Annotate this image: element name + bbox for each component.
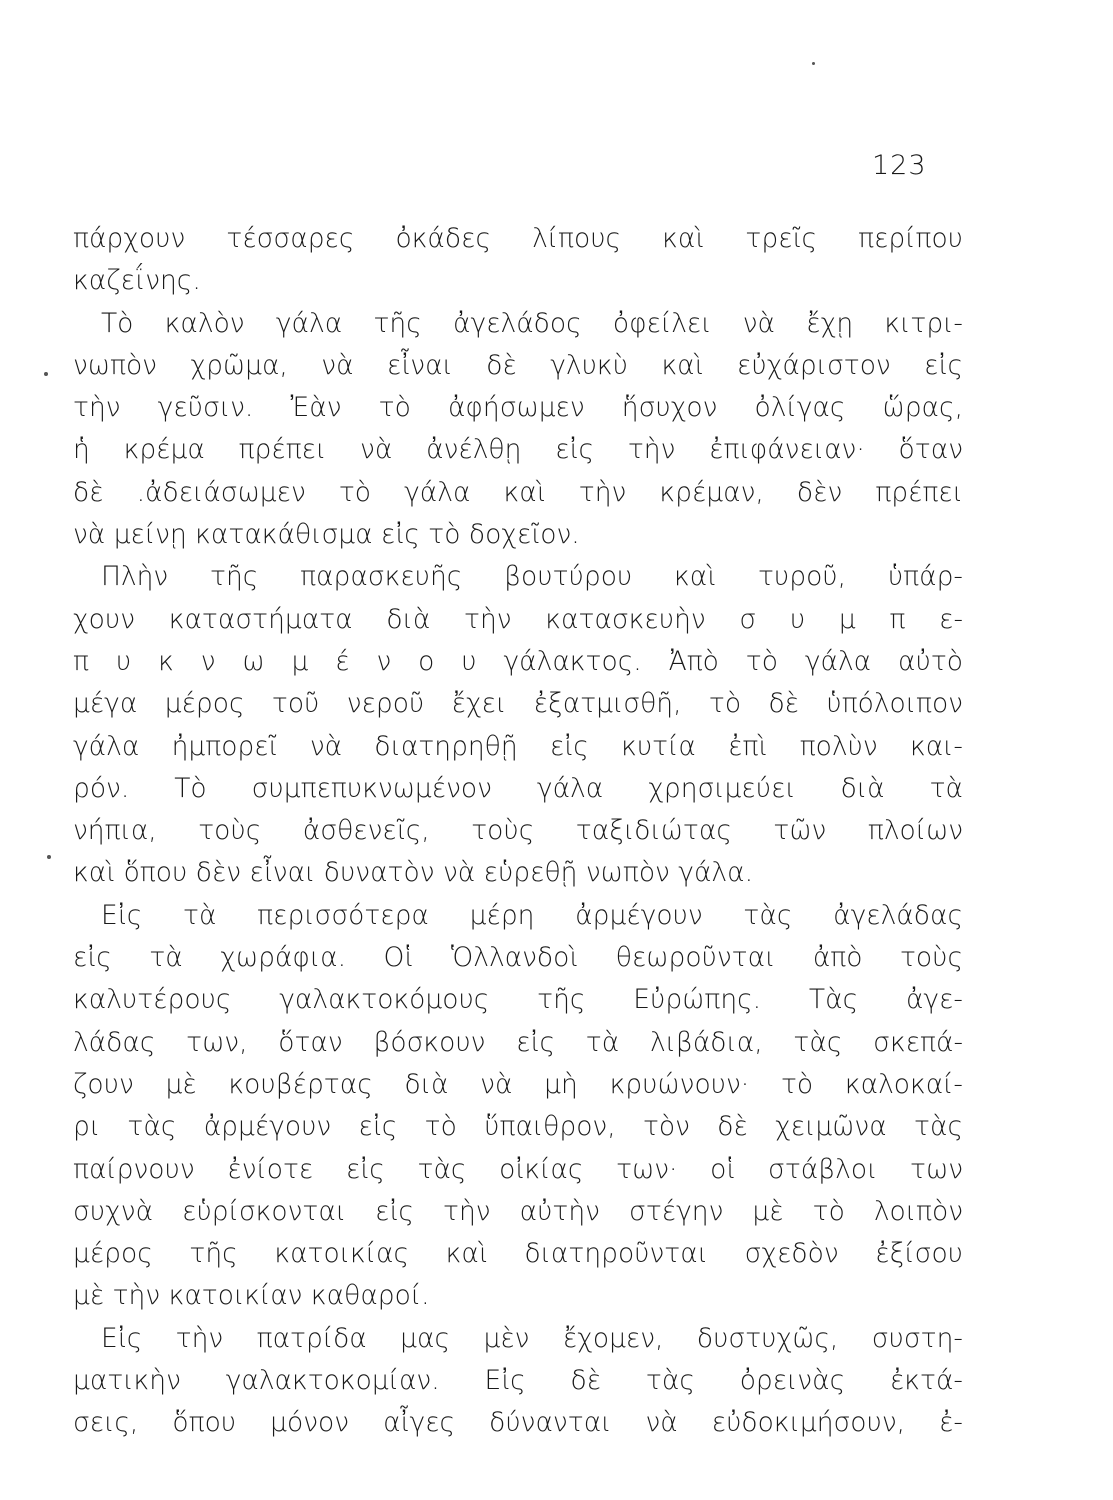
text-line: ματικὴν γαλακτοκομίαν. Εἰς δὲ τὰς ὀρεινὰς ἐκτά- [73,1365,963,1397]
text-line: λάδας των, ὅταν βόσκουν εἰς τὰ λιβάδια, τὰς σκεπά- [73,1026,963,1058]
text-line: χουν καταστήματα διὰ τὴν κατασκευὴν σ υ μ π ε- [73,603,963,635]
text-line: Πλὴν τῆς παρασκευῆς βουτύρου καὶ τυροῦ, ὑπάρ- [101,561,963,593]
text-line: ζουν μὲ κουβέρτας διὰ νὰ μὴ κρυώνουν· τὸ καλοκαί- [73,1068,963,1100]
text-line: εἰς τὰ χωράφια. Οἱ Ὁλλανδοὶ θεωροῦνται ἀπὸ τοὺς [73,942,963,974]
text-line: ἡ κρέμα πρέπει νὰ ἀνέλθῃ εἰς τὴν ἐπιφάνειαν· ὅταν [73,434,963,466]
text-line: μέγα μέρος τοῦ νεροῦ ἔχει ἐξατμισθῆ, τὸ δὲ ὑπόλοιπον [73,688,963,720]
text-line: τὴν γεῦσιν. Ἐὰν τὸ ἀφήσωμεν ἥσυχον ὀλίγας ὥρας, [73,392,963,424]
text-line: νωπὸν χρῶμα, νὰ εἶναι δὲ γλυκὺ καὶ εὐχάριστον εἰς [73,349,963,381]
text-line: νήπια, τοὺς ἀσθενεῖς, τοὺς ταξιδιώτας τῶν πλοίων [73,815,963,847]
text-line: Εἰς τὰ περισσότερα μέρη ἀρμέγουν τὰς ἀγελάδας [101,899,963,931]
text-line: ρι τὰς ἀρμέγουν εἰς τὸ ὕπαιθρον, τὸν δὲ χειμῶνα τὰς [73,1111,963,1143]
text-line: νὰ μείνῃ κατακάθισμα εἰς τὸ δοχεῖον. [73,519,580,551]
text-line: ρόν. Τὸ συμπεπυκνωμένον γάλα χρησιμεύει διὰ τὰ [73,772,963,804]
text-line: μὲ τὴν κατοικίαν καθαροί. [73,1280,430,1312]
text-line: καὶ ὅπου δὲν εἶναι δυνατὸν νὰ εὑρεθῇ νωπὸν γάλα. [73,857,753,889]
text-line: σεις, ὅπου μόνον αἶγες δύνανται νὰ εὐδοκιμήσουν, ἐ- [73,1407,963,1439]
text-line: καζεΐνης. [73,265,201,297]
text-line: Εἰς τὴν πατρίδα μας μὲν ἔχομεν, δυστυχῶς, συστη- [101,1322,963,1354]
scan-speck [812,62,815,65]
text-line: Τὸ καλὸν γάλα τῆς ἀγελάδος ὀφείλει νὰ ἔχῃ κιτρι- [101,307,963,339]
text-line: καλυτέρους γαλακτοκόμους τῆς Εὐρώπης. Τὰς ἀγε- [73,984,963,1016]
text-line: δὲ .ἀδειάσωμεν τὸ γάλα καὶ τὴν κρέμαν, δὲν πρέπει [73,476,963,508]
scan-speck [44,372,48,376]
page-number: 123 [872,150,927,181]
text-line: μέρος τῆς κατοικίας καὶ διατηροῦνται σχεδὸν ἐξίσου [73,1238,963,1270]
scan-speck [47,855,51,859]
text-line: γάλα ἠμπορεῖ νὰ διατηρηθῇ εἰς κυτία ἐπὶ πολὺν και- [73,730,963,762]
text-line: παίρνουν ἐνίοτε εἰς τὰς οἰκίας των· οἱ στάβλοι των [73,1153,963,1185]
text-line: πάρχουν τέσσαρες ὀκάδες λίπους καὶ τρεῖς περίπου [73,223,963,254]
text-line: π υ κ ν ω μ έ ν ο υ γάλακτος. Ἀπὸ τὸ γάλα αὐτὸ [73,645,963,677]
text-line: συχνὰ εὑρίσκονται εἰς τὴν αὐτὴν στέγην μὲ τὸ λοιπὸν [73,1195,963,1227]
body-text [73,218,963,1445]
